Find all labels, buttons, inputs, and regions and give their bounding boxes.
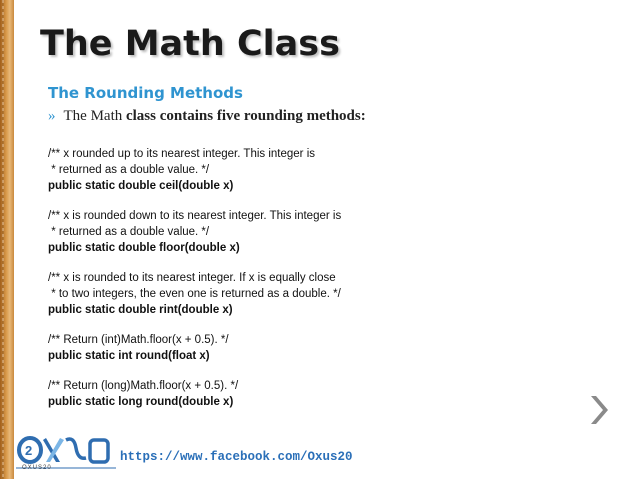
- logo-caption: OXUS20: [22, 465, 52, 471]
- bullet-prefix: The Math: [63, 108, 123, 124]
- block-gap: [48, 256, 608, 270]
- svg-text:2: 2: [25, 443, 33, 458]
- chevron-right-icon[interactable]: [585, 390, 613, 430]
- code-comment-line: * to two integers, the even one is returned as a double. */: [48, 288, 341, 300]
- code-comment-line: /** Return (int)Math.floor(x + 0.5). */: [48, 334, 229, 346]
- left-decorative-strip: [0, 0, 14, 479]
- code-comment-line: /** x rounded up to its nearest integer. This integer is: [48, 148, 315, 160]
- method-signature: public static double floor(double x): [48, 242, 240, 254]
- code-comment-line: * returned as a double value. */: [48, 226, 210, 238]
- bullet-rest: class contains five rounding methods:: [125, 108, 366, 124]
- code-listing: [48, 146, 608, 410]
- method-signature: public static double ceil(double x): [48, 180, 234, 192]
- code-comment-line: * returned as a double value. */: [48, 164, 210, 176]
- code-comment-line: /** x is rounded down to its nearest integer. This integer is: [48, 210, 342, 222]
- block-gap: [48, 318, 608, 332]
- slide-title: The Math Class: [40, 24, 340, 64]
- bullet-point: [48, 108, 366, 125]
- block-gap: [48, 194, 608, 208]
- method-signature: public static int round(float x): [48, 350, 210, 362]
- method-signature: public static double rint(double x): [48, 304, 233, 316]
- bullet-marker-icon: »: [48, 108, 56, 124]
- slide-subtitle: The Rounding Methods: [48, 84, 243, 102]
- facebook-link[interactable]: https://www.facebook.com/Oxus20: [120, 450, 353, 464]
- block-gap: [48, 364, 608, 378]
- method-signature: public static long round(double x): [48, 396, 234, 408]
- code-comment-line: /** Return (long)Math.floor(x + 0.5). */: [48, 380, 239, 392]
- code-comment-line: /** x is rounded to its nearest integer. If x is equally close: [48, 272, 336, 284]
